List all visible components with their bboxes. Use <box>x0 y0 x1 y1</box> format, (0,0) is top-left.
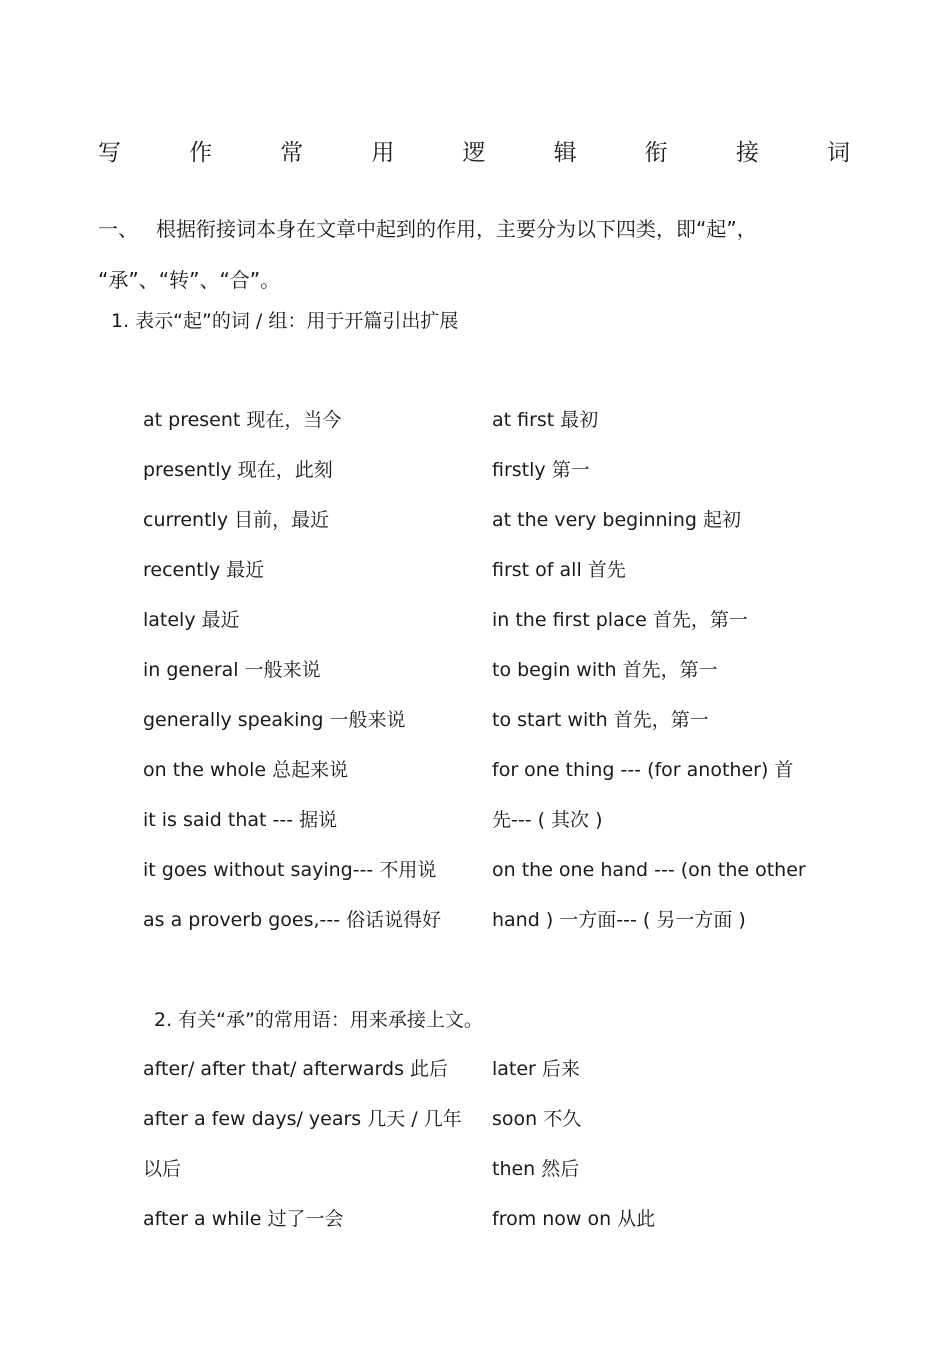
list-item: 以后 <box>143 1158 182 1180</box>
section2-heading: 2. 有关“承”的常用语：用来承接上文。 <box>154 1009 483 1031</box>
list-item: in general 一般来说 <box>143 659 321 681</box>
list-item: to start with 首先，第一 <box>492 709 709 731</box>
section1-heading: 1. 表示“起”的词 / 组：用于开篇引出扩展 <box>111 310 459 332</box>
title-char: 衔 <box>644 140 668 166</box>
list-item: lately 最近 <box>143 609 240 631</box>
list-item: soon 不久 <box>492 1108 582 1130</box>
title-char: 常 <box>280 140 304 166</box>
list-item: to begin with 首先，第一 <box>492 659 718 681</box>
intro-paragraph <box>98 204 838 306</box>
title-char: 逻 <box>462 140 486 166</box>
document-title <box>98 134 850 167</box>
title-char: 写 <box>98 140 121 166</box>
list-item: first of all 首先 <box>492 559 626 581</box>
list-item: later 后来 <box>492 1058 580 1080</box>
list-item: generally speaking 一般来说 <box>143 709 406 731</box>
list-item: on the whole 总起来说 <box>143 759 349 781</box>
list-item: at the very beginning 起初 <box>492 509 741 531</box>
title-char: 辑 <box>553 140 577 166</box>
list-item: on the one hand --- (on the other <box>492 859 806 881</box>
title-char: 接 <box>735 140 759 166</box>
list-item: currently 目前，最近 <box>143 509 330 531</box>
title-char: 作 <box>189 140 213 166</box>
list-item: after a while 过了一会 <box>143 1208 344 1230</box>
list-item: recently 最近 <box>143 559 265 581</box>
intro-text-1: 根据衔接词本身在文章中起到的作用，主要分为以下四类，即“起”， <box>156 217 757 241</box>
list-item: for one thing --- (for another) 首 <box>492 759 794 781</box>
list-item: 先--- ( 其次 ) <box>492 809 603 831</box>
list-item: then 然后 <box>492 1158 580 1180</box>
intro-line-2: “承”、“转”、“合”。 <box>98 268 281 292</box>
list-item: from now on 从此 <box>492 1208 656 1230</box>
list-item: it is said that --- 据说 <box>143 809 338 831</box>
section2-left-list <box>143 1055 473 1255</box>
list-item: after/ after that/ afterwards 此后 <box>143 1058 449 1080</box>
list-item: at first 最初 <box>492 409 599 431</box>
list-item: firstly 第一 <box>492 459 590 481</box>
list-item: hand ) 一方面--- ( 另一方面 ) <box>492 909 746 931</box>
intro-number: 一、 <box>98 217 138 241</box>
title-char: 用 <box>371 140 395 166</box>
title-char: 词 <box>827 140 850 166</box>
intro-line-1 <box>98 204 838 255</box>
list-item: as a proverb goes,--- 俗话说得好 <box>143 909 442 931</box>
list-item: after a few days/ years 几天 / 几年 <box>143 1108 462 1130</box>
section2-right-list <box>492 1055 822 1255</box>
list-item: in the first place 首先，第一 <box>492 609 748 631</box>
list-item: at present 现在，当今 <box>143 409 342 431</box>
section1-right-list <box>492 406 822 956</box>
list-item: it goes without saying--- 不用说 <box>143 859 437 881</box>
section1-left-list <box>143 406 473 956</box>
list-item: presently 现在，此刻 <box>143 459 333 481</box>
